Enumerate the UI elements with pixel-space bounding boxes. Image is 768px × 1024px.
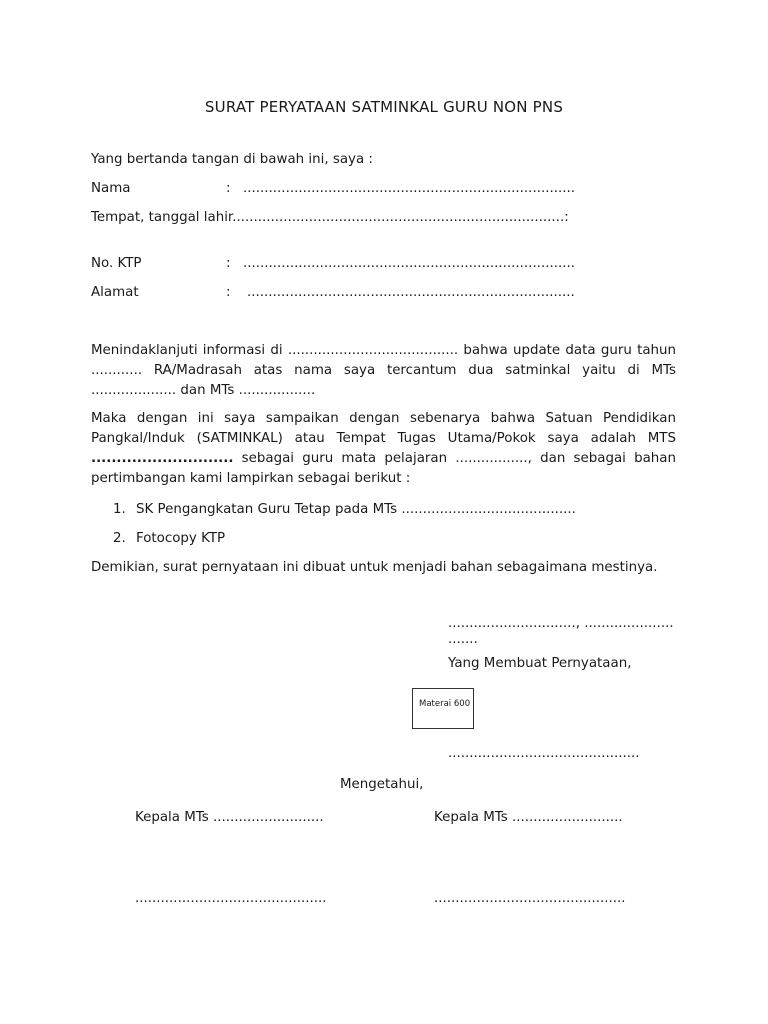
mengetahui-label: Mengetahui, xyxy=(340,777,424,792)
head-left-label: Kepala MTs .......................... xyxy=(135,810,324,825)
paragraph-2-bold-dots: ............................ xyxy=(91,451,234,466)
list-item-2-text: Fotocopy KTP xyxy=(136,531,226,546)
alamat-value: ............................................................................. xyxy=(247,285,575,300)
ttl-label: Tempat, tanggal lahir..............................................................................: xyxy=(91,210,569,225)
ktp-colon: : xyxy=(226,256,231,271)
ktp-label: No. KTP xyxy=(91,256,142,271)
nama-label: Nama xyxy=(91,181,131,196)
head-right-label: Kepala MTs .......................... xyxy=(434,810,623,825)
list-item-1-number: 1. xyxy=(113,502,126,517)
ktp-value: .............................................................................. xyxy=(243,256,576,271)
paragraph-2 xyxy=(91,409,676,489)
head-right-signature-line: ............................................. xyxy=(434,891,626,906)
materai-stamp-box: Materai 600 xyxy=(412,688,474,729)
maker-signature-line: ............................................. xyxy=(448,746,640,761)
paragraph-1: Menindaklanjuti informasi di ........................................ bahwa update data guru tahun ............ RA/Madrasah atas nama saya tercantum dua satminkal yaitu di MTs .................... dan MTs .................. xyxy=(91,343,676,398)
nama-value: .............................................................................. xyxy=(243,181,576,196)
closing-text: Demikian, surat pernyataan ini dibuat untuk menjadi bahan sebagaimana mestinya. xyxy=(91,560,658,575)
list-item-2-number: 2. xyxy=(113,531,126,546)
nama-colon: : xyxy=(226,181,231,196)
paragraph-2-part2: sebagai guru mata pelajaran ................., dan sebagai bahan pertimbangan kami lampirkan sebagai berikut : xyxy=(91,451,676,486)
alamat-label: Alamat xyxy=(91,285,139,300)
head-left-signature-line: ............................................. xyxy=(135,891,327,906)
place-date-line-2: ....... xyxy=(448,632,478,647)
place-date-line-1: .............................., ..................... xyxy=(448,616,674,631)
document-title: SURAT PERYATAAN SATMINKAL GURU NON PNS xyxy=(204,98,564,116)
alamat-colon: : xyxy=(226,285,231,300)
list-item-1-text: SK Pengangkatan Guru Tetap pada MTs ......................................... xyxy=(136,502,576,517)
maker-label: Yang Membuat Pernyataan, xyxy=(448,656,632,671)
intro-text: Yang bertanda tangan di bawah ini, saya : xyxy=(91,152,373,167)
paragraph-2-part1: Maka dengan ini saya sampaikan dengan sebenarya bahwa Satuan Pendidikan Pangkal/Induk (SATMINKAL) atau Tempat Tugas Utama/Pokok saya adalah MTS xyxy=(91,411,676,446)
